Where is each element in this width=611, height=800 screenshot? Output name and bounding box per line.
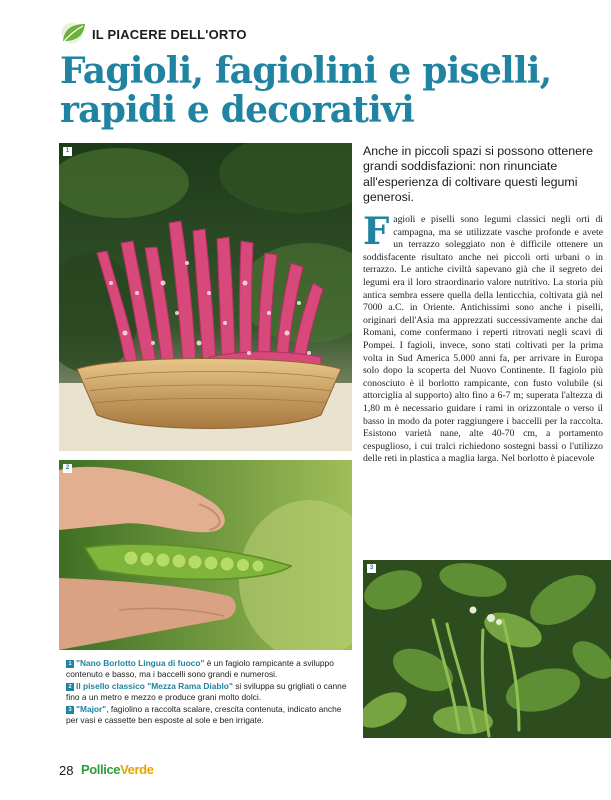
caption-number: 3 (66, 706, 74, 714)
photo-borlotti-basket (59, 143, 352, 451)
photo-number-1: 1 (63, 147, 72, 156)
drop-cap: F (363, 209, 390, 253)
caption-number: 1 (66, 660, 74, 668)
body-paragraph: agioli e piselli sono legumi classici negli orti di campagna, ma se utilizzate vasche profonde e avete un terrazzo soleggiato non è difficile ottenere un soddisfacente risultato anche nei piccoli orti urbani o in terrazzo. Le antiche civiltà sapevano già che il segreto dei legumi era il loro straordinario valore nutritivo. La storia più antica sembra essere quella della lenticchia, coltivata già nel 7000 a.C. in Oriente. Antichissimi sono anche i piselli, originari dell'Asia ma apprezzati successivamente anche dai Romani, come confermano i reperti ritrovati negli scavi di Pompei. I fagioli, invece, sono stati coltivati per la prima volta in Sud America 5.000 anni fa, per arrivare in Europa solo dopo la scoperta del Nuovo Continente. Il fagiolo più conosciuto è il borlotto rampicante, con fusto volubile (si attorciglia al supporto) alto fino a 6-7 m; superata l'altezza di 1,80 m è necessario guidare i rami in orizzontale o verso il basso in modo da poter raggiungere i baccelli per la raccolta. Esistono varietà nane, alte 40-70 cm, a portamento cespuglioso, i cui tralci richiedono sostegni bassi o l'utilizzo delle reti in plastica a maglia larga. Nel borlotto è piacevole (363, 214, 603, 465)
page-number: 28 (59, 763, 74, 778)
photo-number-2: 2 (63, 464, 72, 473)
caption-text: si sviluppa su grigliati o canne fino a un metro e mezzo e produce grani molto dolci. (66, 680, 347, 703)
caption-2 (66, 681, 352, 704)
magazine-logo (81, 762, 154, 777)
caption-variety: "Nano Borlotto Lingua di fuoco" (76, 658, 205, 668)
caption-variety: "Major" (76, 703, 107, 714)
title-line-1: Fagioli, fagiolini e piselli, (60, 50, 552, 92)
caption-number: 2 (66, 683, 74, 691)
article-title (60, 52, 600, 130)
article-intro: Anche in piccoli spazi si possono ottenere grandi soddisfazioni: non rinunciate all'esperienza di coltivare questi legumi generosi. (363, 144, 594, 205)
caption-text: è un fagiolo rampicante a sviluppo contenuto e basso, ma i baccelli sono grandi e numerosi. (66, 658, 334, 680)
logo-word-1: Pollice (81, 762, 121, 777)
section-rubric: IL PIACERE DELL'ORTO (92, 27, 247, 42)
logo-word-2: Verde (120, 762, 154, 777)
photo-bean-plant (363, 560, 611, 738)
photo-pea-pod-hands (59, 460, 352, 650)
caption-variety: Il pisello classico "Mezza Rama Diablo" (76, 680, 233, 691)
caption-3 (66, 704, 352, 727)
title-line-2: rapidi e decorativi (60, 89, 414, 131)
caption-1 (66, 658, 352, 681)
leaf-icon (61, 22, 87, 44)
photo-captions (66, 658, 352, 726)
photo-number-3: 3 (367, 564, 376, 573)
article-body (363, 209, 603, 466)
caption-text: , fagiolino a raccolta scalare, crescita contenuta, indicato anche per vasi e cassette ben esposte al sole e ben irrigate. (66, 703, 342, 726)
